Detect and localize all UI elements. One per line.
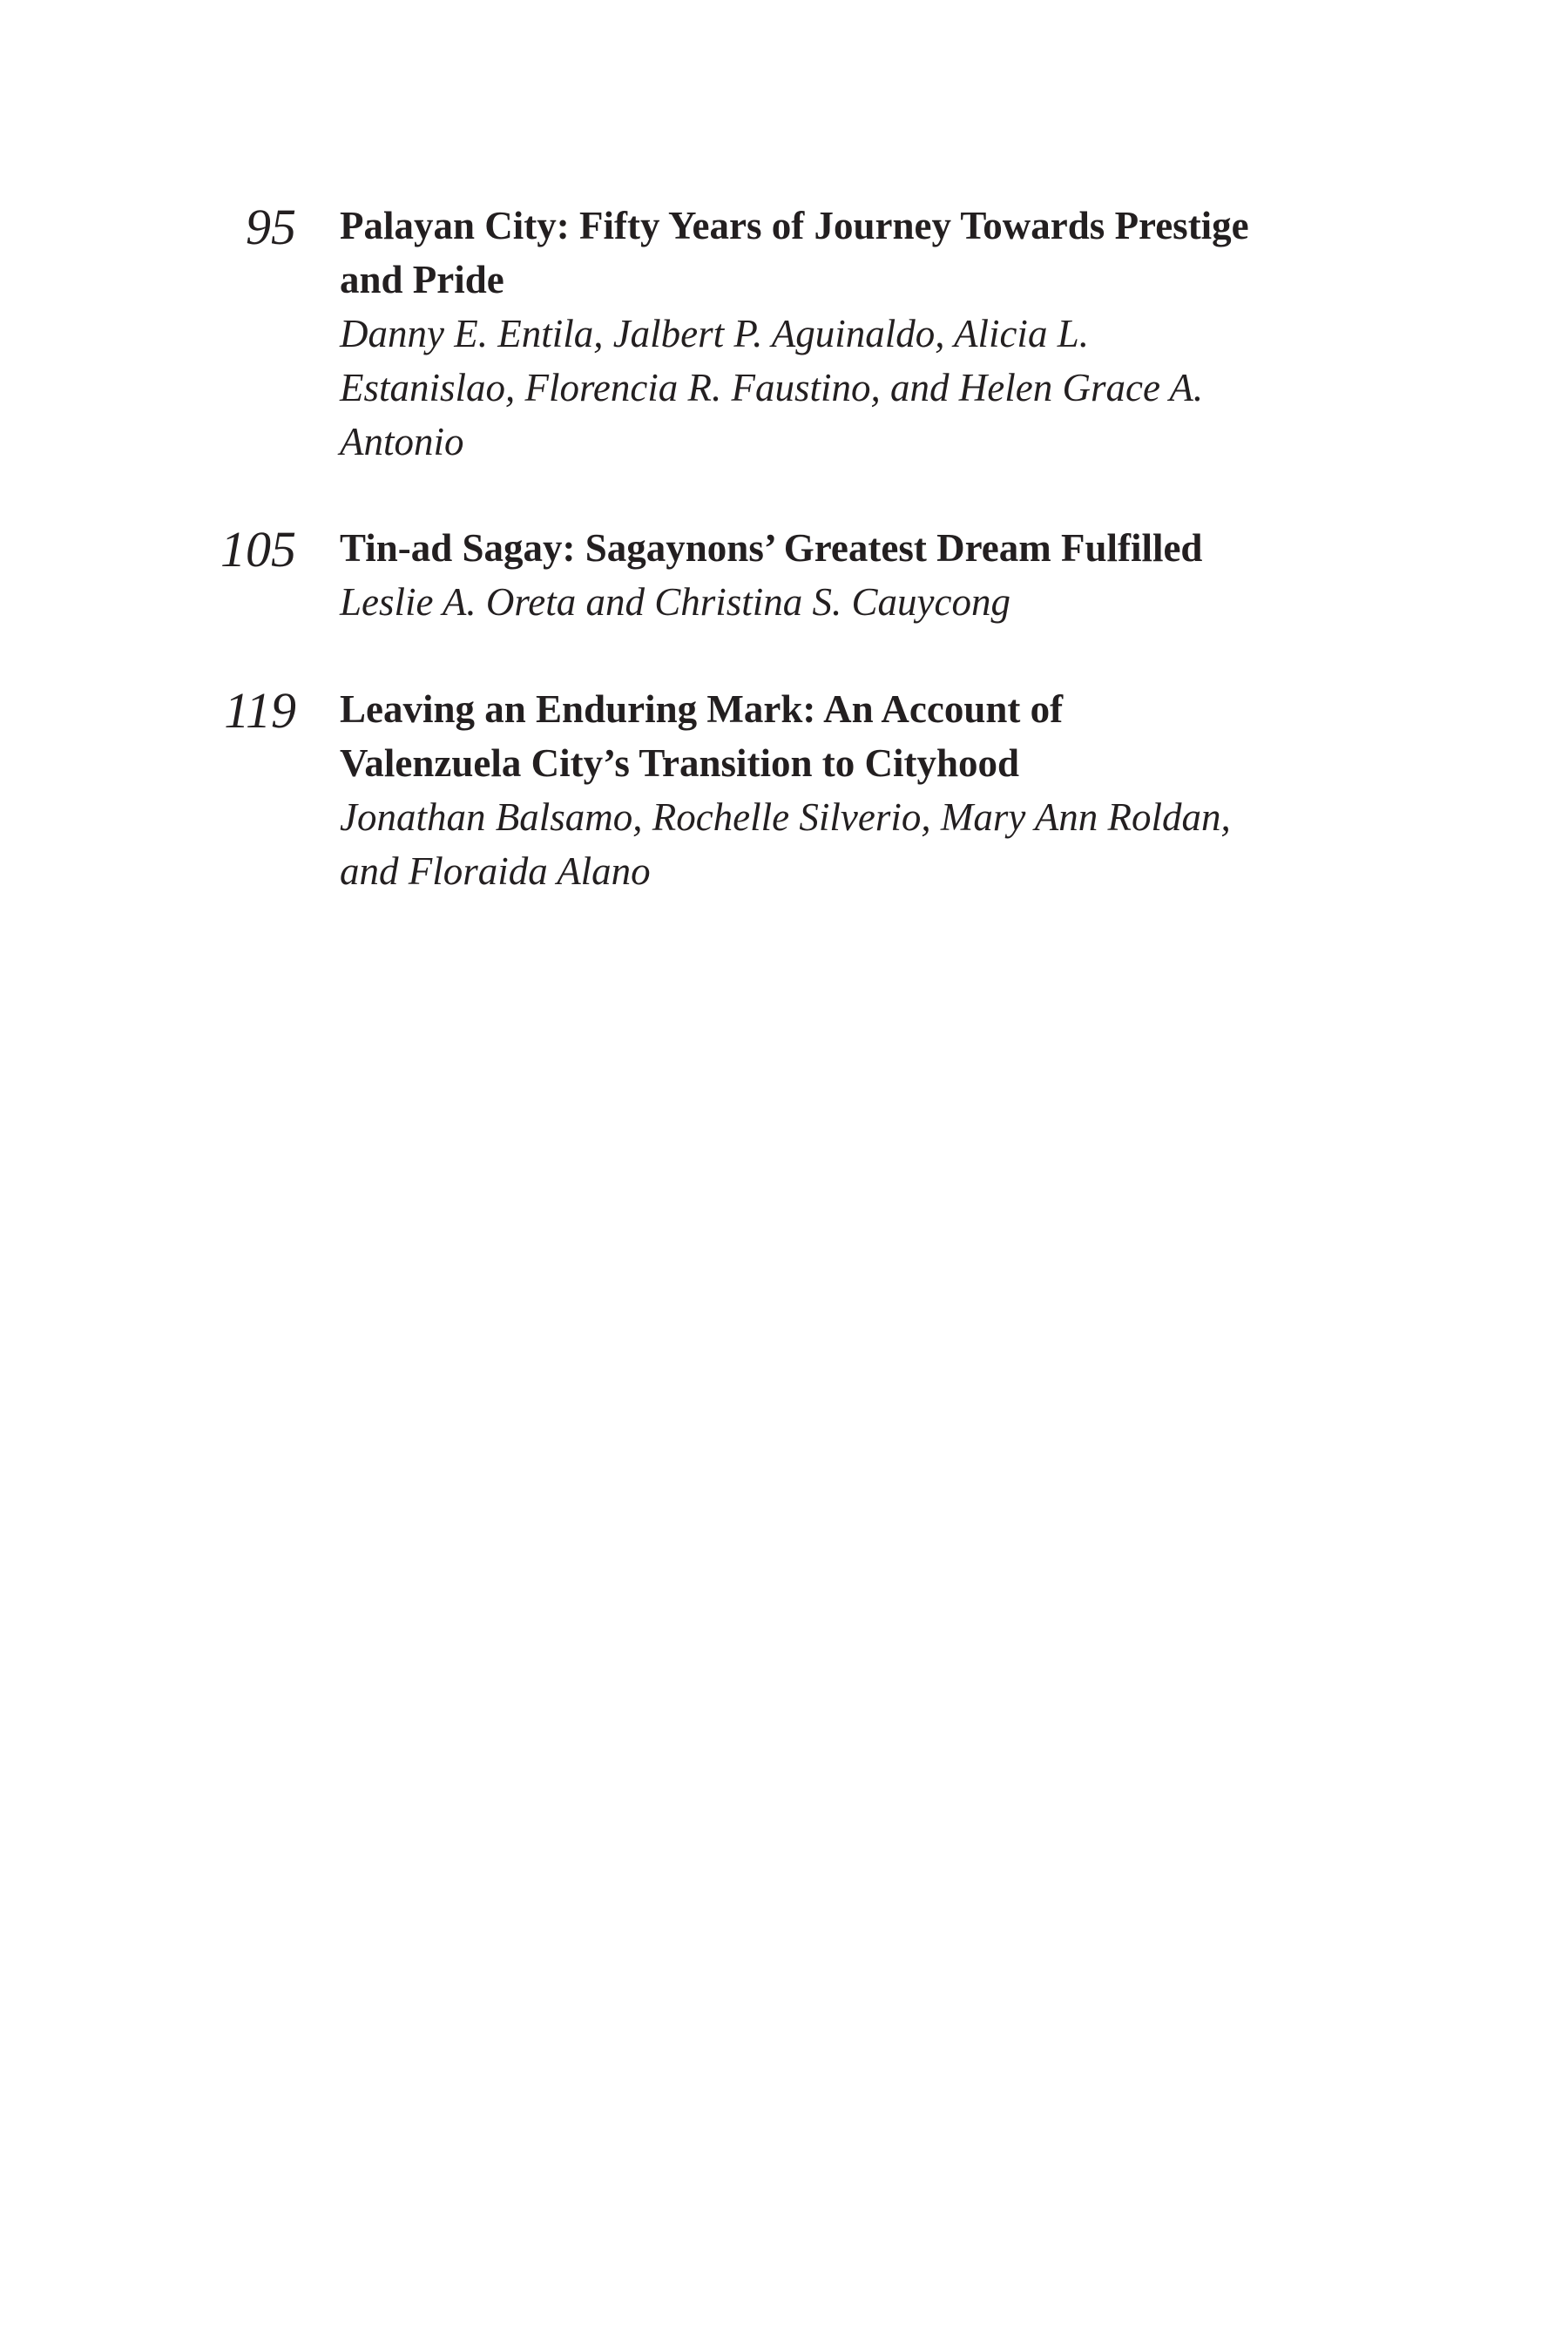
page-number: 119 xyxy=(224,682,296,739)
chapter-authors: Jonathan Balsamo, Rochelle Silverio, Mary Ann Roldan, and Floraida Alano xyxy=(340,795,1231,893)
chapter-title: Tin-ad Sagay: Sagaynons’ Greatest Dream Fulfilled xyxy=(340,526,1203,570)
chapter-title: Leaving an Enduring Mark: An Account of Valenzuela City’s Transition to Cityhood xyxy=(340,687,1064,785)
chapter-authors: Danny E. Entila, Jalbert P. Aguinaldo, Alicia L. Estanislao, Florencia R. Faustino, and Helen Grace A. Antonio xyxy=(340,312,1204,463)
entry-body xyxy=(340,682,1324,898)
page-number: 95 xyxy=(246,199,296,255)
entry-body xyxy=(340,199,1324,469)
chapter-authors: Leslie A. Oreta and Christina S. Cauycong xyxy=(340,580,1010,624)
page-number: 105 xyxy=(220,521,296,578)
entry-body xyxy=(340,521,1324,629)
chapter-title: Palayan City: Fifty Years of Journey Towards Prestige and Pride xyxy=(340,204,1249,301)
